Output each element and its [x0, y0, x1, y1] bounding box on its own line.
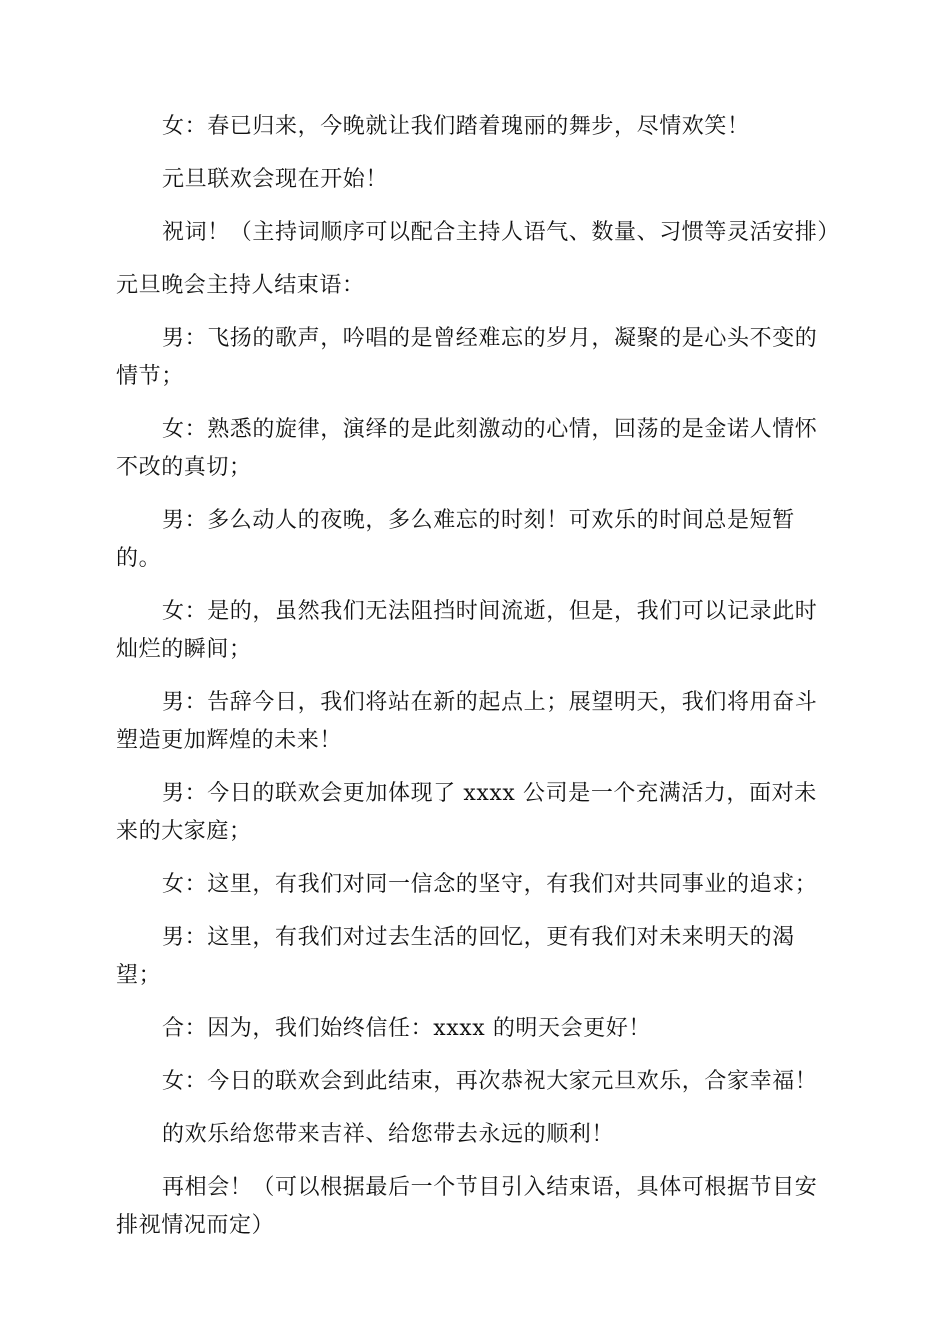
paragraph-15: 的欢乐给您带来吉祥、给您带去永远的顺利！ [162, 1122, 615, 1147]
paragraph-8: 女：是的，虽然我们无法阻挡时间流逝，但是，我们可以记录此时灿烂的瞬间； [116, 599, 818, 662]
section-heading: 元旦晚会主持人结束语： [116, 273, 365, 298]
paragraph-2: 元旦联欢会现在开始！ [162, 167, 389, 192]
paragraph-13: 合：因为，我们始终信任：xxxx 的明天会更好！ [162, 1016, 652, 1041]
paragraph-12: 男：这里，有我们对过去生活的回忆，更有我们对未来明天的渴望； [116, 925, 795, 988]
paragraph-1: 女：春已归来，今晚就让我们踏着瑰丽的舞步，尽情欢笑！ [162, 114, 750, 139]
paragraph-10: 男：今日的联欢会更加体现了 xxxx 公司是一个充满活力，面对未来的大家庭； [116, 781, 817, 844]
paragraph-14: 女：今日的联欢会到此结束，再次恭祝大家元旦欢乐，合家幸福！ [162, 1069, 818, 1094]
paragraph-16: 再相会！（可以根据最后一个节目引入结束语，具体可根据节目安排视情况而定） [116, 1175, 818, 1238]
paragraph-9: 男：告辞今日，我们将站在新的起点上；展望明天，我们将用奋斗塑造更加辉煌的未来！ [116, 690, 818, 753]
paragraph-5: 男：飞扬的歌声，吟唱的是曾经难忘的岁月，凝聚的是心头不变的情节； [116, 326, 818, 389]
paragraph-6: 女：熟悉的旋律，演绎的是此刻激动的心情，回荡的是金诺人情怀不改的真切； [116, 417, 818, 480]
document-body [116, 108, 841, 1260]
paragraph-7: 男：多么动人的夜晚，多么难忘的时刻！可欢乐的时间总是短暂的。 [116, 508, 795, 571]
paragraph-11: 女：这里，有我们对同一信念的坚守，有我们对共同事业的追求； [162, 872, 818, 897]
paragraph-3: 祝词！（主持词顺序可以配合主持人语气、数量、习惯等灵活安排） [162, 220, 841, 245]
